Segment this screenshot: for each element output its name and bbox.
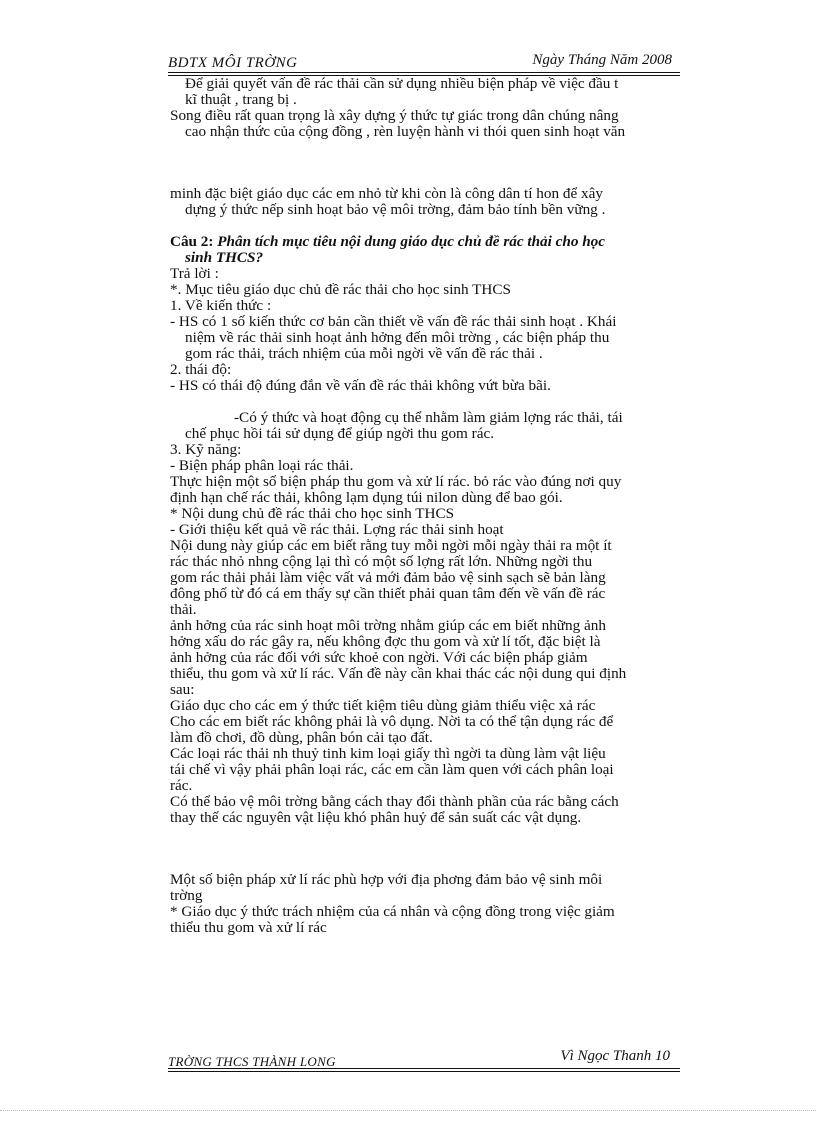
- spacer: [170, 826, 682, 872]
- spacer: [170, 218, 682, 234]
- question-text: sinh THCS?: [185, 249, 264, 266]
- document-body: [170, 76, 682, 936]
- text-line: cao nhận thức của cộng đồng , rèn luyện hành vi thói quen sinh hoạt văn: [185, 123, 626, 140]
- text-line: thiểu, thu gom và xử lí rác. Vấn đề này cần khai thác các nội dung qui định: [170, 665, 627, 682]
- text-line: - HS có thái độ đúng đắn về vấn đề rác thải không vứt bừa bãi.: [170, 377, 551, 394]
- text-line: thiểu thu gom và xử lí rác: [170, 919, 327, 936]
- text-line: * Nội dung chủ đề rác thải cho học sinh THCS: [170, 505, 455, 522]
- text-line: *. Mục tiêu giáo dục chủ đề rác thải cho học sinh THCS: [170, 281, 511, 298]
- text-line: minh đặc biệt giáo dục các em nhỏ từ khi còn là công dân tí hon để xây: [170, 185, 603, 202]
- text-line: tái chế vì vậy phải phân loại rác, các em cần làm quen với cách phân loại: [170, 761, 614, 778]
- text-line: dựng ý thức nếp sinh hoạt bảo vệ môi trờng, đảm bảo tính bền vững .: [185, 201, 606, 218]
- page-header: [168, 52, 680, 74]
- text-line: Để giải quyết vấn đề rác thải cần sử dụng nhiều biện pháp về việc đầu t: [185, 75, 619, 92]
- text-line: -Có ý thức và hoạt động cụ thể nhằm làm giảm lợng rác thải, tái: [234, 409, 623, 426]
- text-line: 1. Về kiến thức :: [170, 297, 272, 314]
- text-line: Thực hiện một số biện pháp thu gom và xử lí rác. bỏ rác vào đúng nơi quy: [170, 473, 622, 490]
- header-date: Ngày Tháng Năm 2008: [532, 52, 672, 68]
- text-line: - HS có 1 số kiến thức cơ bản cần thiết về vấn đề rác thải sinh hoạt . Khái: [170, 313, 617, 330]
- text-line: 2. thái độ:: [170, 361, 232, 378]
- question-heading-cont: [170, 250, 682, 266]
- spacer: [170, 394, 682, 410]
- footer-school: TRỜNG THCS THÀNH LONG: [168, 1054, 336, 1069]
- text-line: gom rác thải, trách nhiệm của mỗi ngời về vấn đề rác thải .: [185, 345, 543, 362]
- text-line: trờng: [170, 887, 203, 904]
- text-line: hởng xấu do rác gây ra, nếu không đợc thu gom và xử lí tốt, đặc biệt là: [170, 633, 601, 650]
- text-line: Nội dung này giúp các em biết rằng tuy mỗi ngời mỗi ngày thải ra một ít: [170, 537, 612, 554]
- text-line: đông phố từ đó cá em thấy sự cần thiết phải quan tâm đến về vấn đề rác: [170, 585, 606, 602]
- text-line: kĩ thuật , trang bị .: [185, 91, 297, 108]
- text-line: Trả lời :: [170, 265, 219, 282]
- text-line: thải.: [170, 601, 197, 618]
- text-line: niệm về rác thải sinh hoạt ảnh hởng đến môi trờng , các biện pháp thu: [185, 329, 610, 346]
- text-line: thay thế các nguyên vật liệu khó phân huỷ để sản suất các vật dụng.: [170, 809, 582, 826]
- text-line: - Giới thiệu kết quả về rác thải. Lợng rác thải sinh hoạt: [170, 521, 504, 538]
- question-label: Câu 2:: [170, 233, 214, 250]
- text-line: Giáo dục cho các em ý thức tiết kiệm tiêu dùng giảm thiểu việc xả rác: [170, 697, 596, 714]
- text-line: Song điều rất quan trọng là xây dựng ý thức tự giác trong dân chúng nâng: [170, 107, 619, 124]
- question-text: Phân tích mục tiêu nội dung giáo dục chủ đề rác thải cho học: [217, 233, 606, 250]
- page-edge: [0, 1110, 816, 1111]
- text-line: Cho các em biết rác không phải là vô dụng. Nời ta có thể tận dụng rác để: [170, 713, 614, 730]
- footer-author-page: Vì Ngọc Thanh 10: [560, 1048, 670, 1064]
- text-line: rác.: [170, 777, 193, 794]
- header-title: BDTX MÔI TRỜNG: [168, 55, 298, 71]
- text-line: * Giáo dục ý thức trách nhiệm của cá nhân và cộng đồng trong việc giảm: [170, 903, 615, 920]
- spacer: [170, 140, 682, 186]
- text-line: - Biện pháp phân loại rác thải.: [170, 457, 354, 474]
- text-line: sau:: [170, 681, 195, 698]
- text-line: Các loại rác thải nh thuỷ tinh kim loại giấy thì ngời ta dùng làm vật liệu: [170, 745, 606, 762]
- text-line: ảnh hởng của rác đối với sức khoẻ con ngời. Với các biện pháp giảm: [170, 649, 588, 666]
- text-line: rác thác nhỏ nhng cộng lại thì có một số lợng rất lớn. Những ngời thu: [170, 553, 593, 570]
- question-heading: [170, 234, 682, 250]
- text-line: 3. Kỹ năng:: [170, 441, 242, 458]
- text-line: ảnh hởng của rác sinh hoạt môi trờng nhằm giúp các em biết những ảnh: [170, 617, 606, 634]
- footer-rule: [168, 1068, 680, 1072]
- text-line: gom rác thải phải làm việc vất vả mới đảm bảo vệ sinh sạch sẽ bản làng: [170, 569, 606, 586]
- text-line: làm đồ chơi, đồ dùng, phân bón cải tạo đất.: [170, 729, 433, 746]
- text-line: chế phục hồi tái sử dụng để giúp ngời thu gom rác.: [185, 425, 494, 442]
- page-footer: [168, 1048, 680, 1070]
- text-line: Một số biện pháp xử lí rác phù hợp với địa phơng đảm bảo vệ sinh môi: [170, 871, 603, 888]
- text-line: định hạn chế rác thải, không lạm dụng túi nilon dùng để bao gói.: [170, 489, 563, 506]
- text-line: Có thể bảo vệ môi trờng bằng cách thay đổi thành phần của rác bằng cách: [170, 793, 619, 810]
